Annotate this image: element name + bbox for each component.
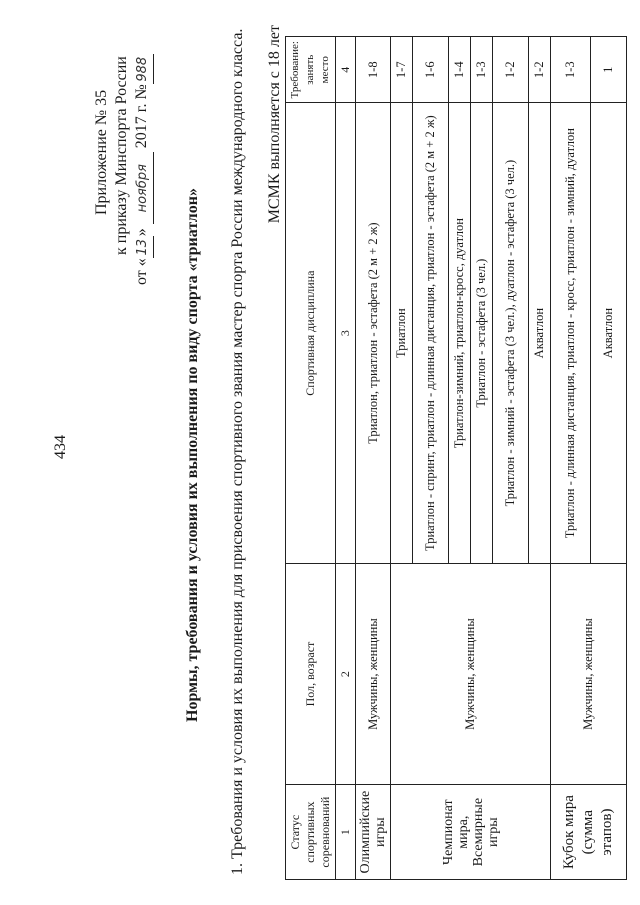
col-number: 3 <box>336 103 356 563</box>
date-year: 2017 г. № <box>133 84 150 149</box>
appendix-date-line <box>132 0 154 285</box>
table-row <box>356 37 391 880</box>
col-number: 4 <box>336 37 356 103</box>
col-number: 2 <box>336 563 356 785</box>
appendix-order: к приказу Минспорта России <box>113 56 130 255</box>
appendix-number: Приложение № 35 <box>93 89 110 215</box>
date-mid: » <box>133 228 150 237</box>
header-gender-age: Пол, возраст <box>286 563 336 785</box>
discipline-cell: Акватлон <box>591 103 627 563</box>
requirements-paragraph: 1. Требования и условия их выполнения для присвоения спортивного звания мастер спорта России международного класса. <box>229 28 246 875</box>
gender-cell: Мужчины, женщины <box>551 563 627 785</box>
age-requirement: МСМК выполняется с 18 лет <box>266 25 283 224</box>
discipline-cell: Триатлон, триатлон - эстафета (2 м + 2 ж) <box>356 103 391 563</box>
header-discipline: Спортивная дисциплина <box>286 103 336 563</box>
place-cell: 1-8 <box>356 37 391 103</box>
order-number: 988 <box>133 54 154 84</box>
table-number-row <box>336 37 356 880</box>
discipline-cell: Триатлон - спринт, триатлон - длинная дистанция, триатлон - эстафета (2 м + 2 ж) <box>413 103 449 563</box>
status-cell: Олимпийские игры <box>356 785 391 880</box>
date-prefix: от « <box>133 258 150 285</box>
status-cell: Чемпионат мира, Всемирные игры <box>391 785 551 880</box>
col-number: 1 <box>336 785 356 880</box>
gender-cell: Мужчины, женщины <box>356 563 391 785</box>
status-cell: Кубок мира (сумма этапов) <box>551 785 627 880</box>
discipline-cell: Триатлон - зимний - эстафета (3 чел.), дуатлон - эстафета (3 чел.) <box>493 103 529 563</box>
discipline-cell: Триатлон - длинная дистанция, триатлон - кросс, триатлон - зимний, дуатлон <box>551 103 591 563</box>
place-cell: 1-3 <box>551 37 591 103</box>
date-day: 13 <box>133 236 154 258</box>
table-row <box>551 37 591 880</box>
table-header-row <box>286 37 336 880</box>
discipline-cell: Триатлон - эстафета (3 чел.) <box>471 103 493 563</box>
norms-table <box>285 36 627 880</box>
place-cell: 1 <box>591 37 627 103</box>
place-cell: 1-2 <box>529 37 551 103</box>
place-cell: 1-2 <box>493 37 529 103</box>
table-row <box>391 37 413 880</box>
discipline-cell: Триатлон <box>391 103 413 563</box>
discipline-cell: Акватлон <box>529 103 551 563</box>
discipline-cell: Триатлон-зимний, триатлон-кросс, дуатлон <box>449 103 471 563</box>
document-title: Нормы, требования и условия их выполнения по виду спорта «триатлон» <box>184 188 201 722</box>
header-place: Требование: занять место <box>286 37 336 103</box>
place-cell: 1-3 <box>471 37 493 103</box>
page-number: 434 <box>52 435 69 459</box>
place-cell: 1-6 <box>413 37 449 103</box>
place-cell: 1-4 <box>449 37 471 103</box>
appendix-header <box>92 0 154 285</box>
gender-cell: Мужчины, женщины <box>391 563 551 785</box>
header-status: Статус спортивных соревнований <box>286 785 336 880</box>
place-cell: 1-7 <box>391 37 413 103</box>
date-month: ноября <box>133 152 154 224</box>
